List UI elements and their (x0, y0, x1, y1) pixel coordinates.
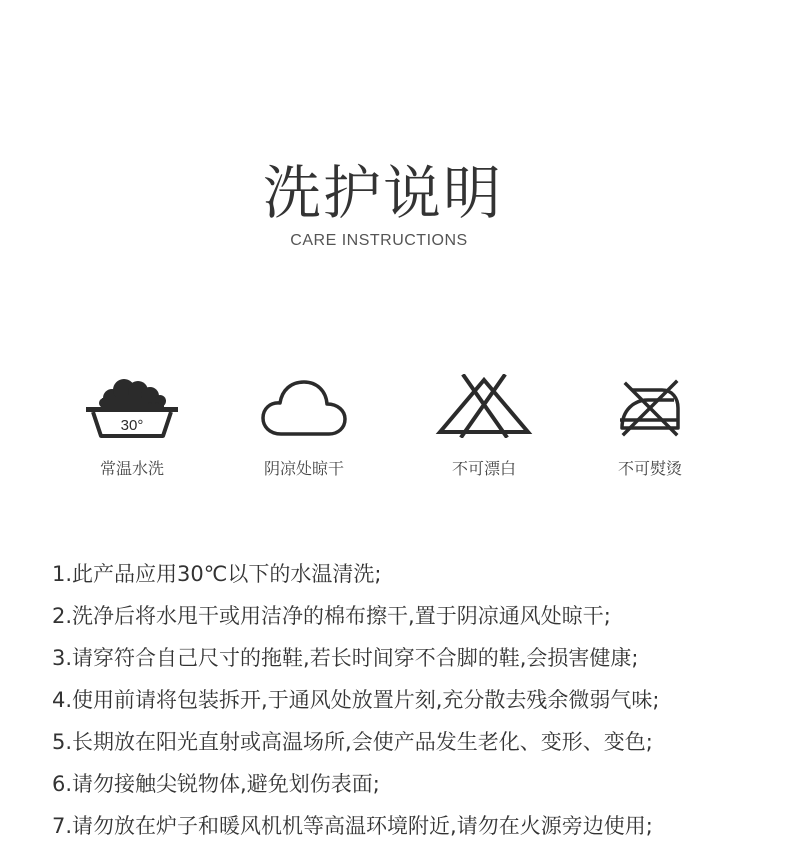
care-item-dry-shade (234, 374, 374, 479)
instruction-item: 6.请勿接触尖锐物体,避免划伤表面; (52, 772, 380, 796)
icon-label-wash: 常温水洗 (99, 459, 164, 478)
page-subtitle: CARE INSTRUCTIONS (290, 232, 468, 249)
icon-label-no-iron: 不可熨烫 (617, 459, 682, 478)
icon-label-dry-shade: 阴凉处晾干 (263, 459, 344, 478)
no-iron-icon (618, 374, 682, 438)
care-item-wash (62, 374, 202, 479)
care-item-no-iron (580, 374, 720, 479)
no-bleach-icon (432, 374, 536, 438)
icon-label-no-bleach: 不可漂白 (451, 459, 516, 478)
instruction-item: 2.洗净后将水甩干或用洁净的棉布擦干,置于阴凉通风处晾干; (52, 604, 611, 628)
care-item-no-bleach (414, 374, 554, 479)
wash-temp-text: 30° (120, 417, 144, 434)
care-icons-row (0, 374, 790, 494)
instruction-item: 4.使用前请将包装拆开,于通风处放置片刻,充分散去残余微弱气味; (52, 688, 660, 712)
instruction-item: 3.请穿符合自己尺寸的拖鞋,若长时间穿不合脚的鞋,会损害健康; (52, 646, 639, 670)
washing-basin-30-icon (82, 374, 182, 438)
instructions-list (52, 553, 772, 847)
instruction-item: 1.此产品应用30℃以下的水温清洗; (52, 562, 382, 586)
cloud-icon (261, 374, 347, 438)
instruction-item: 5.长期放在阳光直射或高温场所,会使产品发生老化、变形、变色; (52, 730, 653, 754)
page-title: 洗护说明 (262, 159, 503, 227)
instruction-item: 7.请勿放在炉子和暖风机机等高温环境附近,请勿在火源旁边使用; (52, 814, 653, 838)
